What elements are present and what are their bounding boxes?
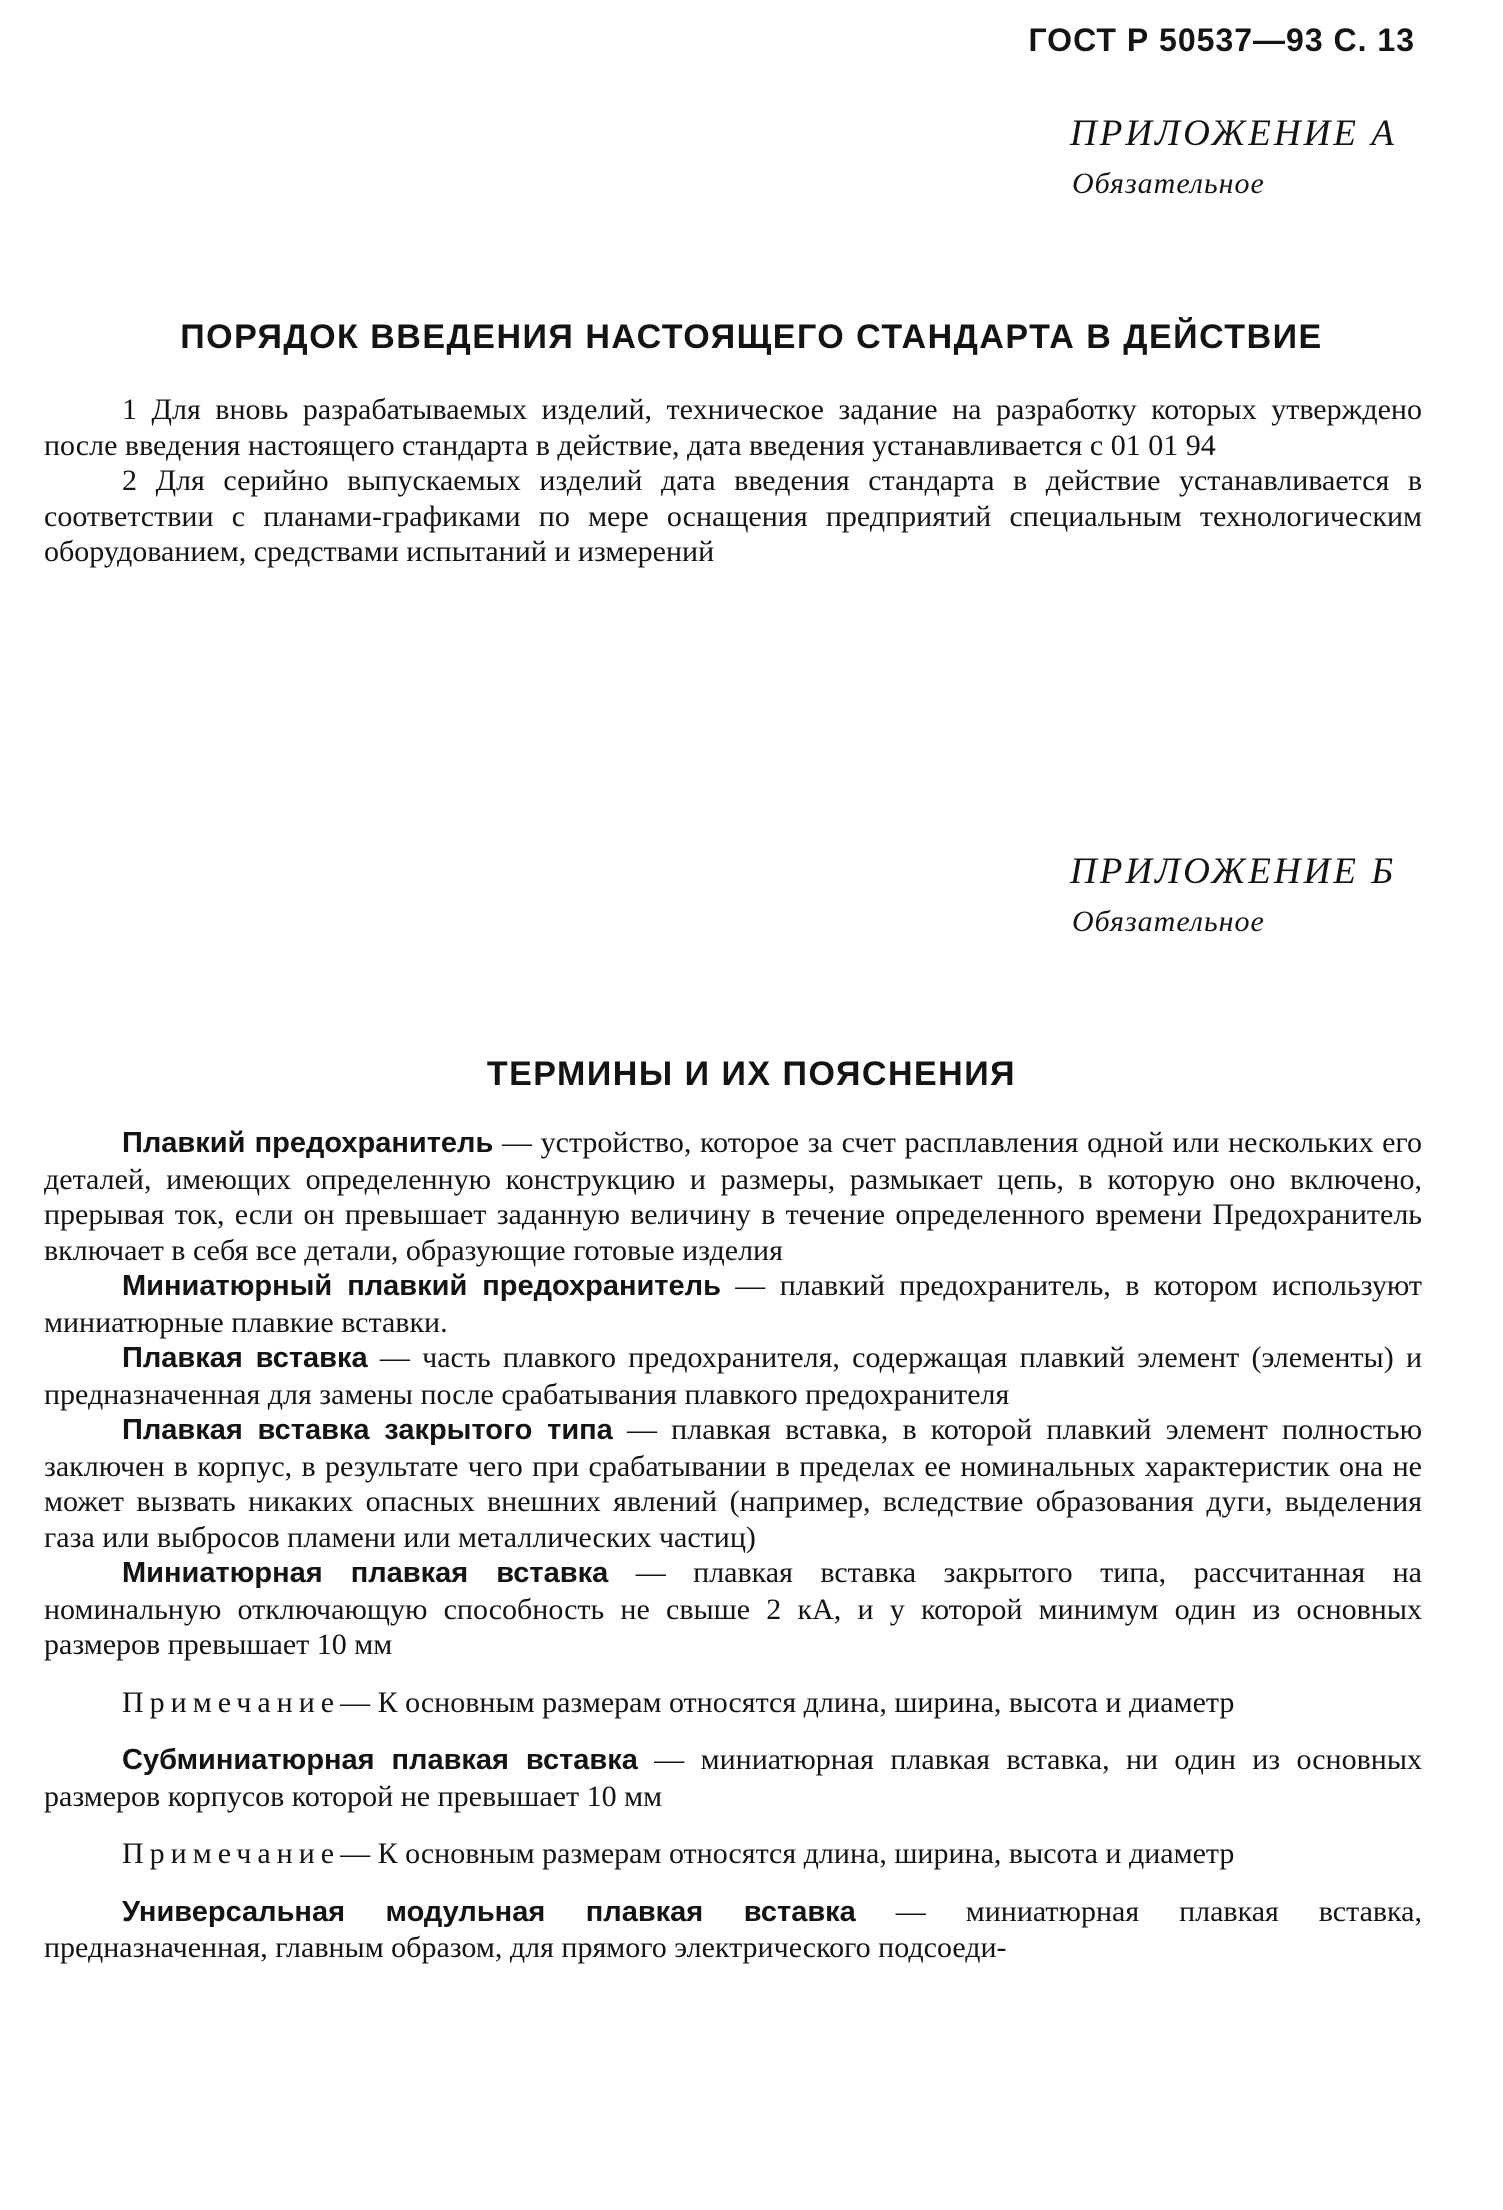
term-entry	[44, 1268, 1422, 1340]
appendix-a	[1070, 112, 1397, 201]
term-name: Плавкая вставка	[122, 1342, 368, 1374]
terms-body	[44, 1125, 1422, 1966]
term-entry	[44, 1412, 1422, 1555]
note	[44, 1685, 1422, 1721]
term-entry	[44, 1742, 1422, 1814]
term-name: Миниатюрная плавкая вставка	[122, 1557, 609, 1589]
term-definition: — плавкий предохранитель, в котором используют миниатюрные плавкие вставки.	[44, 1269, 1422, 1339]
appendix-a-subtitle: Обязательное	[1072, 167, 1265, 200]
section-introduction-body	[44, 392, 1422, 570]
term-entry	[44, 1125, 1422, 1268]
term-name: Плавкий предохранитель	[122, 1127, 494, 1159]
term-entry	[44, 1555, 1422, 1663]
appendix-b	[1070, 850, 1396, 939]
term-name: Субминиатюрная плавкая вставка	[122, 1744, 638, 1776]
term-definition: — плавкая вставка, в которой плавкий элемент полностью заключен в корпус, в результате чего при срабатывании в пределах ее номинальных характеристик она не может вызвать никаких опасных внешних явлений (например, вследствие образования дуги, выделения газа или выбросов пламени или металлических частиц)	[44, 1413, 1422, 1554]
paragraph: 1 Для вновь разрабатываемых изделий, техническое задание на разработку которых утверждено после введения настоящего стандарта в действие, дата введения устанавливается с 01 01 94	[44, 393, 1422, 462]
note-label: Примечание	[122, 1685, 341, 1719]
term-definition: — плавкая вставка закрытого типа, рассчитанная на номинальную отключающую способность не свыше 2 кА, и у которой минимум один из основных размеров превышает 10 мм	[44, 1556, 1422, 1661]
term-definition: — миниатюрная плавкая вставка, ни один из основных размеров корпусов которой не превышает 10 мм	[44, 1743, 1422, 1813]
section-title-terms: ТЕРМИНЫ И ИХ ПОЯСНЕНИЯ	[486, 1055, 1017, 1093]
note-label: Примечание	[122, 1837, 341, 1870]
term-entry	[44, 1340, 1422, 1412]
term-entry	[44, 1894, 1422, 1966]
note	[44, 1836, 1422, 1872]
paragraph: 2 Для серийно выпускаемых изделий дата введения стандарта в действие устанавливается в соответствии с планами-графиками по мере оснащения предприятий специальным технологическим оборудованием, средствами испытаний и измерений	[44, 464, 1422, 568]
appendix-b-title: ПРИЛОЖЕНИЕ Б	[1070, 851, 1397, 892]
page-header: ГОСТ Р 50537—93 С. 13	[1028, 22, 1415, 58]
term-name: Универсальная модульная плавкая вставка	[122, 1895, 856, 1928]
section-title-introduction-order: ПОРЯДОК ВВЕДЕНИЯ НАСТОЯЩЕГО СТАНДАРТА В ДЕЙСТВИЕ	[180, 318, 1323, 356]
term-definition: — устройство, которое за счет расплавления одной или нескольких его деталей, имеющих определенную конструкцию и размеры, размыкает цепь, в которую оно включено, прерывая ток, если он превышает заданную величину в течение определенного времени Предохранитель включает в себя все детали, образующие готовые изделия	[44, 1126, 1422, 1267]
term-name: Миниатюрный плавкий предохранитель	[122, 1270, 721, 1302]
term-definition: — часть плавкого предохранителя, содержащая плавкий элемент (элементы) и предназначенная для замены после срабатывания плавкого предохранителя	[44, 1341, 1422, 1411]
term-definition: — миниатюрная плавкая вставка, предназначенная, главным образом, для прямого электрического подсоеди-	[44, 1894, 1422, 1964]
appendix-a-title: ПРИЛОЖЕНИЕ А	[1070, 113, 1397, 154]
note-text: — К основным размерам относятся длина, ширина, высота и диаметр	[340, 1685, 1235, 1719]
note-text: — К основным размерам относятся длина, ширина, высота и диаметр	[340, 1837, 1235, 1870]
appendix-b-subtitle: Обязательное	[1072, 905, 1265, 938]
term-name: Плавкая вставка закрытого типа	[122, 1414, 613, 1446]
